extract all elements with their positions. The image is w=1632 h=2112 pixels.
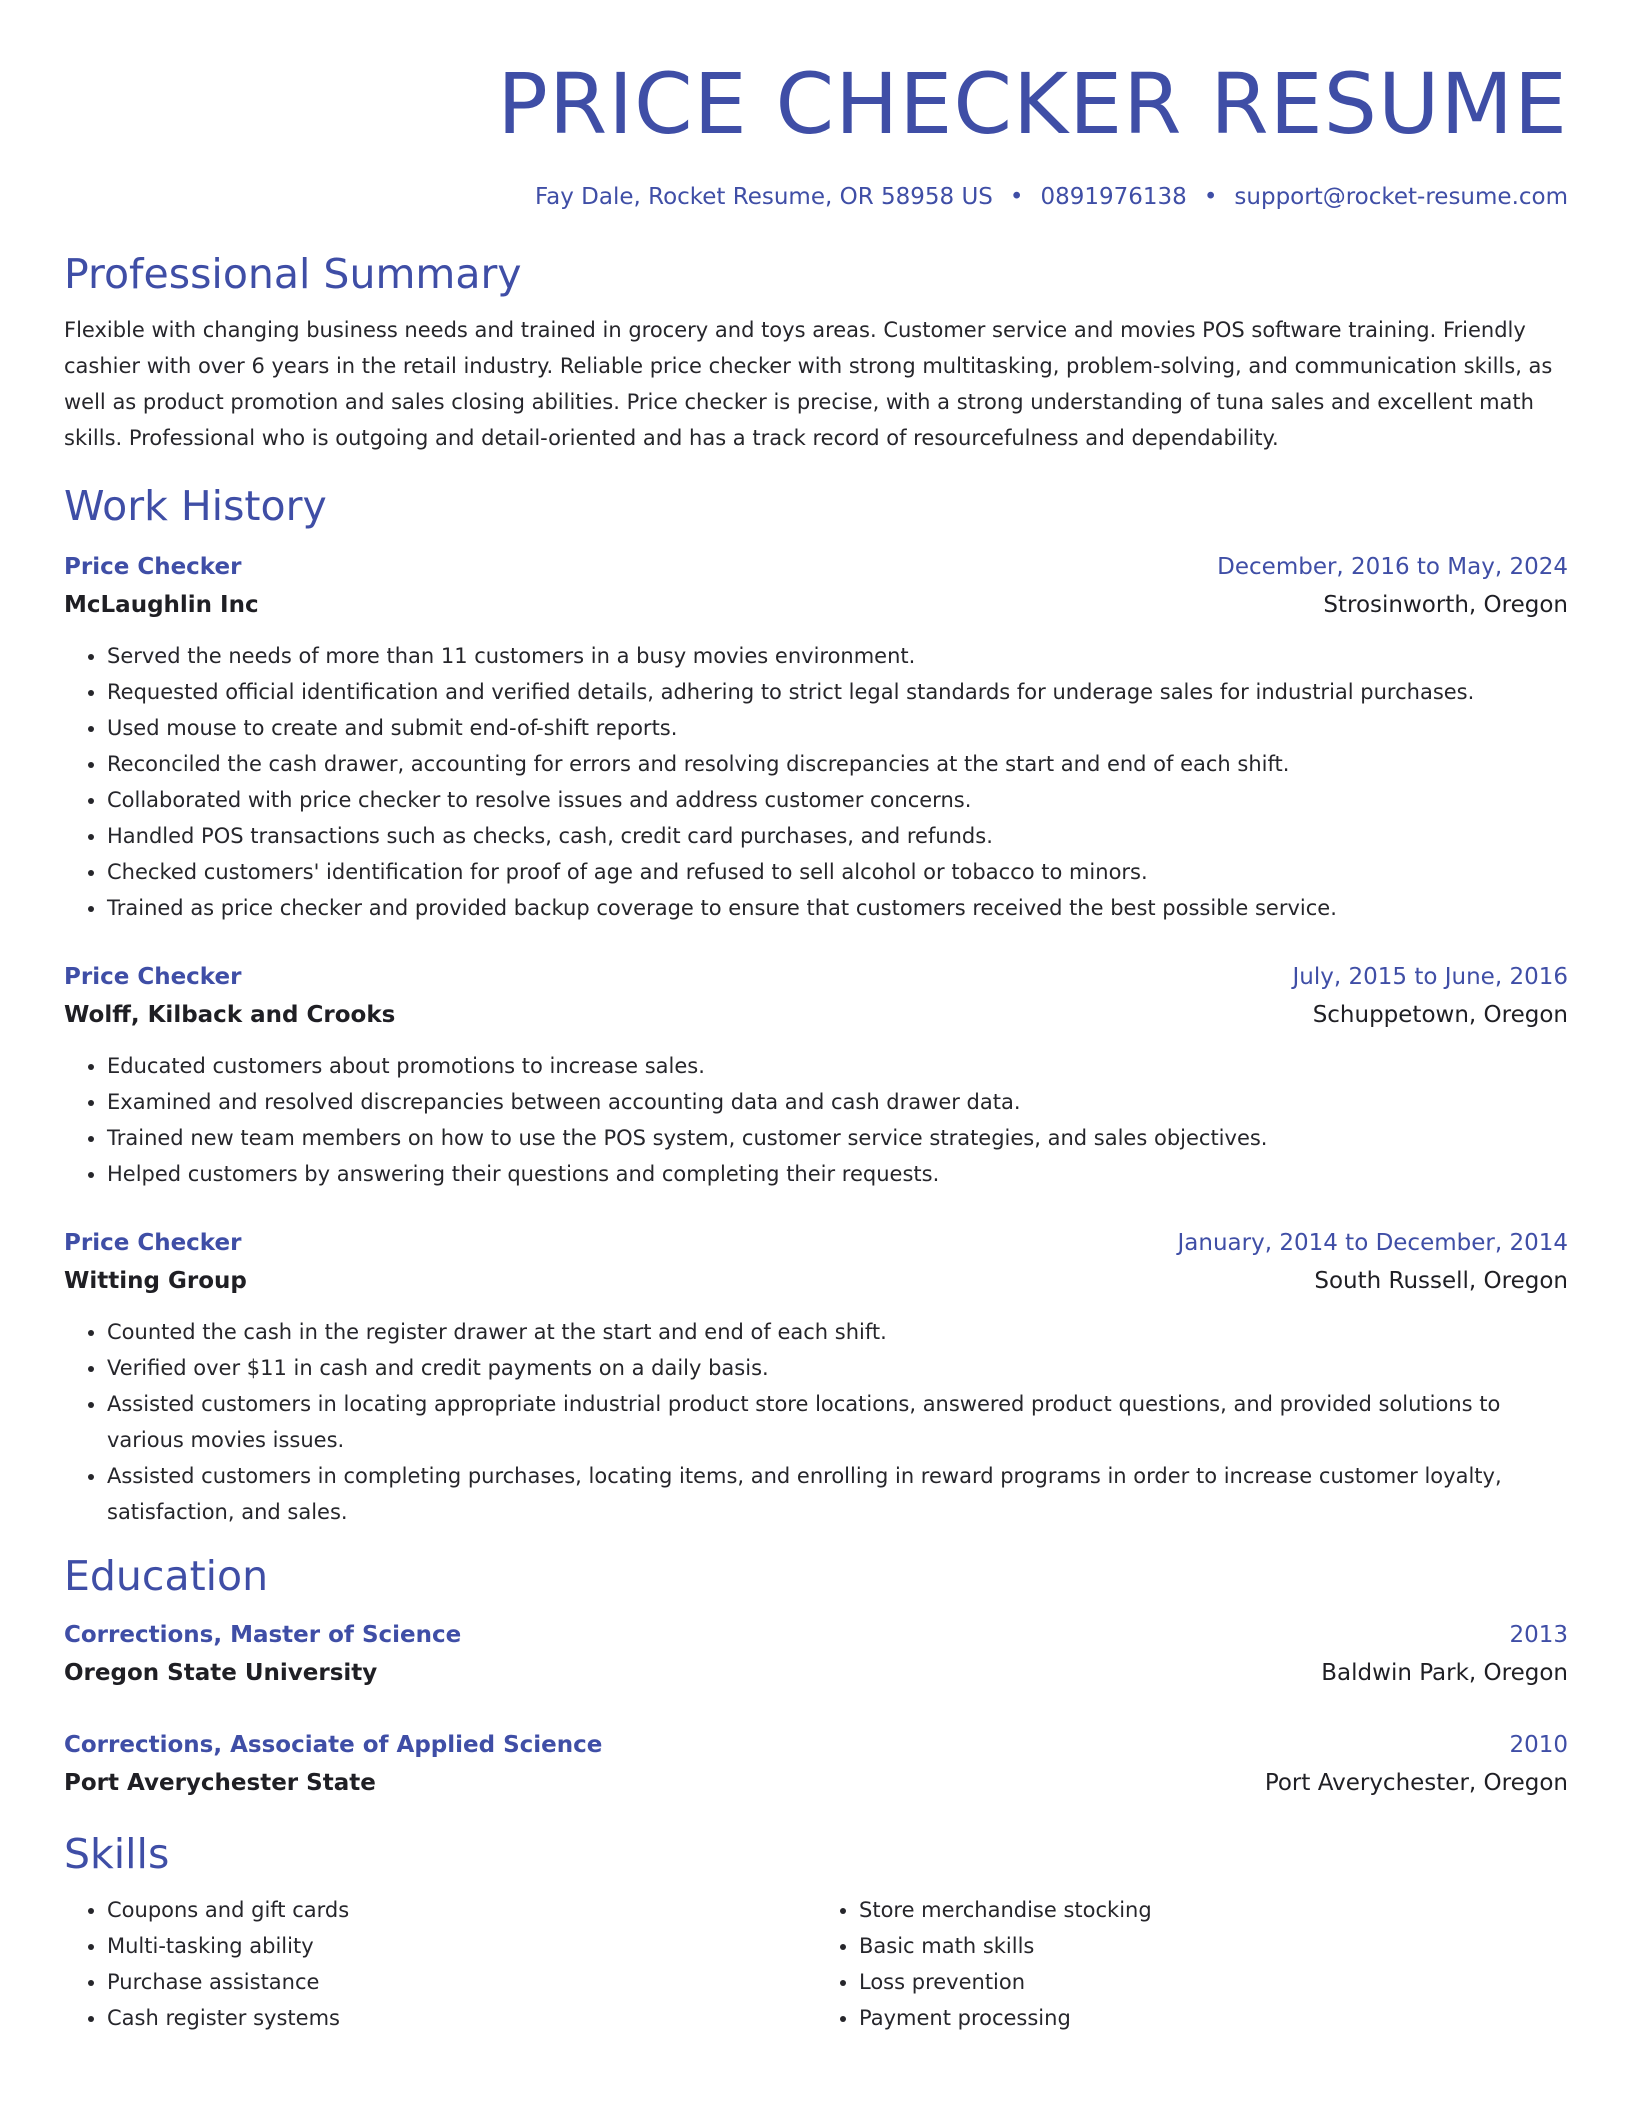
education-entry: [64, 1726, 1568, 1802]
job-company: Wolff, Kilback and Crooks: [64, 1002, 396, 1028]
job-entry: [64, 548, 1568, 926]
education-entry: [64, 1616, 1568, 1692]
skill-item: • Basic math skills: [859, 1928, 1568, 1964]
job-bullet: • Verified over $11 in cash and credit payments on a daily basis.: [107, 1350, 1568, 1386]
skill-item: • Purchase assistance: [107, 1964, 816, 2000]
job-role: Price Checker: [64, 964, 242, 990]
job-entry: [64, 958, 1568, 1192]
contact-email[interactable]: support@rocket-resume.com: [1234, 184, 1568, 210]
job-subheader: [64, 1262, 1568, 1300]
section-title-education: Education: [64, 1552, 269, 1600]
job-header: [64, 958, 1568, 996]
education-year: 2013: [1509, 1622, 1568, 1648]
education-location: Port Averychester, Oregon: [1264, 1770, 1568, 1796]
skill-item: • Coupons and gift cards: [107, 1892, 816, 1928]
education-degree: Corrections, Associate of Applied Science: [64, 1732, 603, 1758]
section-title-work-history: Work History: [64, 482, 327, 530]
job-entry: [64, 1224, 1568, 1530]
job-bullet: • Collaborated with price checker to resolve issues and address customer concerns.: [107, 782, 1568, 818]
work-history-section: [64, 480, 1568, 1530]
professional-summary-section: [64, 248, 1568, 456]
job-bullet: • Used mouse to create and submit end-of-shift reports.: [107, 710, 1568, 746]
job-subheader: [64, 996, 1568, 1034]
summary-text: Flexible with changing business needs and trained in grocery and toys areas. Customer service and movies POS software training. Friendly cashier with over 6 years in the retail industry. Reliable price checker with strong multitasking, problem-solving, and communication skills, as well as product promotion and sales closing abilities. Price checker is precise, with a strong understanding of tuna sales and excellent math skills. Professional who is outgoing and detail-oriented and has a track record of resourcefulness and dependability.: [64, 318, 1553, 450]
contact-line: [64, 182, 1568, 212]
job-bullet: • Assisted customers in locating appropriate industrial product store locations, answered product questions, and provided solutions to various movies issues.: [107, 1386, 1568, 1458]
skills-list-left: [64, 1892, 816, 2036]
job-bullet: • Assisted customers in completing purchases, locating items, and enrolling in reward programs in order to increase customer loyalty, satisfaction, and sales.: [107, 1458, 1568, 1530]
job-role: Price Checker: [64, 1230, 242, 1256]
education-school: Port Averychester State: [64, 1770, 376, 1796]
job-bullet: • Examined and resolved discrepancies between accounting data and cash drawer data.: [107, 1084, 1568, 1120]
resume-header: [64, 50, 1568, 212]
education-year: 2010: [1509, 1732, 1568, 1758]
education-header: [64, 1726, 1568, 1764]
job-subheader: [64, 586, 1568, 624]
contact-separator: •: [1009, 184, 1024, 210]
job-company: McLaughlin Inc: [64, 592, 259, 618]
job-bullets: [64, 1048, 1568, 1192]
contact-address: Fay Dale, Rocket Resume, OR 58958 US: [535, 184, 993, 210]
resume-title: PRICE CHECKER RESUME: [497, 55, 1568, 153]
job-bullet: • Helped customers by answering their questions and completing their requests.: [107, 1156, 1568, 1192]
education-location: Baldwin Park, Oregon: [1321, 1660, 1568, 1686]
job-bullet: • Reconciled the cash drawer, accounting for errors and resolving discrepancies at the start and end of each shift.: [107, 746, 1568, 782]
skill-item: • Multi-tasking ability: [107, 1928, 816, 1964]
job-location: South Russell, Oregon: [1314, 1268, 1568, 1294]
education-section: [64, 1550, 1568, 1802]
job-bullet: • Served the needs of more than 11 customers in a busy movies environment.: [107, 638, 1568, 674]
job-header: [64, 548, 1568, 586]
job-location: Strosinworth, Oregon: [1323, 592, 1568, 618]
section-title-summary: Professional Summary: [64, 250, 522, 298]
job-bullet: • Educated customers about promotions to increase sales.: [107, 1048, 1568, 1084]
job-bullet: • Trained new team members on how to use the POS system, customer service strategies, and sales objectives.: [107, 1120, 1568, 1156]
job-dates: January, 2014 to December, 2014: [1177, 1230, 1568, 1256]
job-bullet: • Requested official identification and verified details, adhering to strict legal standards for underage sales for industrial purchases.: [107, 674, 1568, 710]
job-bullet: • Trained as price checker and provided backup coverage to ensure that customers received the best possible service.: [107, 890, 1568, 926]
education-subheader: [64, 1654, 1568, 1692]
job-company: Witting Group: [64, 1268, 247, 1294]
job-dates: December, 2016 to May, 2024: [1217, 554, 1568, 580]
job-role: Price Checker: [64, 554, 242, 580]
skill-item: • Cash register systems: [107, 2000, 816, 2036]
skill-item: • Payment processing: [859, 2000, 1568, 2036]
contact-separator: •: [1203, 184, 1218, 210]
job-bullet: • Checked customers' identification for proof of age and refused to sell alcohol or tobacco to minors.: [107, 854, 1568, 890]
job-header: [64, 1224, 1568, 1262]
job-bullet: • Handled POS transactions such as checks, cash, credit card purchases, and refunds.: [107, 818, 1568, 854]
job-bullets: [64, 638, 1568, 926]
job-location: Schuppetown, Oregon: [1312, 1002, 1568, 1028]
skills-columns: [64, 1892, 1568, 2036]
education-degree: Corrections, Master of Science: [64, 1622, 462, 1648]
education-header: [64, 1616, 1568, 1654]
contact-phone[interactable]: 0891976138: [1040, 184, 1187, 210]
job-dates: July, 2015 to June, 2016: [1292, 964, 1568, 990]
skill-item: • Loss prevention: [859, 1964, 1568, 2000]
skills-list-right: [816, 1892, 1568, 2036]
education-school: Oregon State University: [64, 1660, 378, 1686]
skills-section: [64, 1828, 1568, 2036]
job-bullet: • Counted the cash in the register drawer at the start and end of each shift.: [107, 1314, 1568, 1350]
job-bullets: [64, 1314, 1568, 1530]
education-subheader: [64, 1764, 1568, 1802]
section-title-skills: Skills: [64, 1830, 170, 1878]
skill-item: • Store merchandise stocking: [859, 1892, 1568, 1928]
